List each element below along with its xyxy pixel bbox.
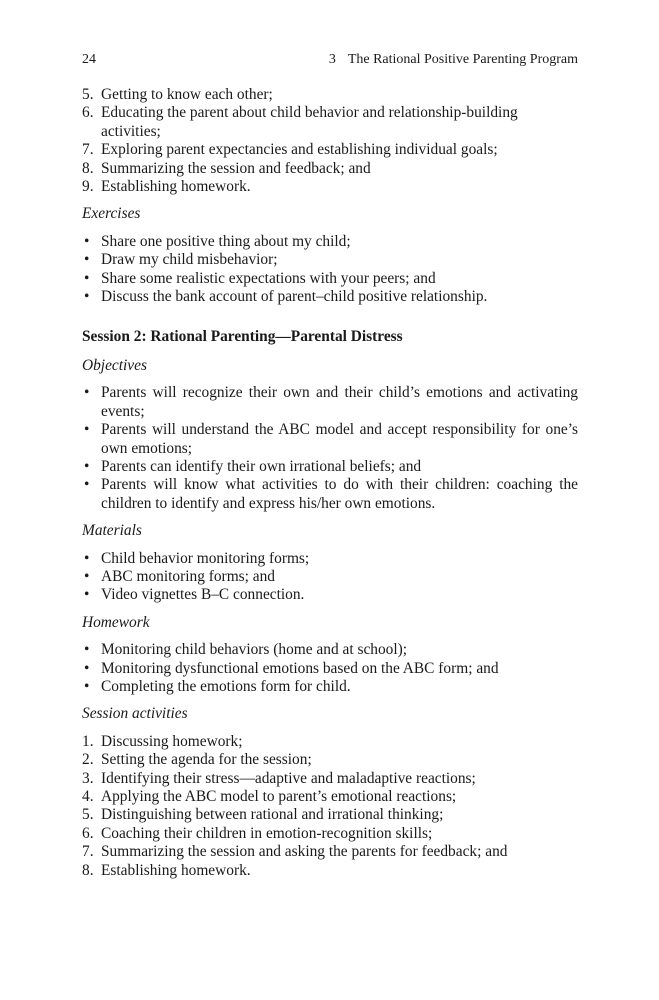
homework-list xyxy=(82,641,578,696)
objectives-list xyxy=(82,384,578,513)
list-item: 6. Educating the parent about child behavior and relationship-building activities; xyxy=(82,104,518,140)
list-item: • Draw my child misbehavior; xyxy=(84,251,278,269)
list-item: 7. Exploring parent expectancies and establishing individual goals; xyxy=(82,141,498,159)
list-item: 3. Identifying their stress—adaptive and maladaptive reactions; xyxy=(82,769,476,787)
materials-list xyxy=(82,550,578,605)
list-item: 8. Establishing homework. xyxy=(82,861,251,879)
page-number: 24 xyxy=(82,52,96,67)
list-item: • Parents will recognize their own and their child’s emotions and activating events; xyxy=(84,384,578,420)
list-item: 5. Distinguishing between rational and irrational thinking; xyxy=(82,806,444,824)
list-item: 2. Setting the agenda for the session; xyxy=(82,751,312,769)
bullet-icon: • xyxy=(84,232,90,250)
list-item: • Video vignettes B–C connection. xyxy=(84,586,305,604)
bullet-icon: • xyxy=(84,586,90,604)
bullet-icon: • xyxy=(84,677,90,695)
list-item: 6. Coaching their children in emotion-recognition skills; xyxy=(82,824,433,842)
homework-heading: Homework xyxy=(82,613,150,631)
list-item: • Parents can identify their own irrational beliefs; and xyxy=(84,457,422,475)
bullet-icon: • xyxy=(84,659,90,677)
bullet-icon: • xyxy=(84,549,90,567)
bullet-icon: • xyxy=(84,641,90,659)
bullet-icon: • xyxy=(84,288,90,306)
objectives-heading: Objectives xyxy=(82,356,147,374)
bullet-icon: • xyxy=(84,421,90,439)
list-item: • Share some realistic expectations with your peers; and xyxy=(84,269,436,287)
list-item: • Monitoring child behaviors (home and at school); xyxy=(84,641,408,659)
list-item: 5. Getting to know each other; xyxy=(82,86,273,103)
bullet-icon: • xyxy=(84,457,90,475)
list-item: 7. Summarizing the session and asking the parents for feedback; and xyxy=(82,843,508,861)
list-item: • Monitoring dysfunctional emotions based on the ABC form; and xyxy=(84,659,499,677)
list-item: • Completing the emotions form for child. xyxy=(84,677,351,695)
list-item: • Discuss the bank account of parent–child positive relationship. xyxy=(84,288,488,306)
session-activities-list xyxy=(82,733,578,880)
list-item: • Parents will understand the ABC model and accept responsibility for one’s own emotions; xyxy=(84,421,578,457)
list-item: 9. Establishing homework. xyxy=(82,178,251,196)
list-item: • Parents will know what activities to do with their children: coaching the children to identify and express his/her own emotions. xyxy=(84,476,578,512)
page-content xyxy=(82,86,578,880)
list-item: • Share one positive thing about my child; xyxy=(84,232,351,250)
exercises-heading: Exercises xyxy=(82,205,141,223)
bullet-icon: • xyxy=(84,384,90,402)
bullet-icon: • xyxy=(84,567,90,585)
chapter-title: The Rational Positive Parenting Program xyxy=(347,52,578,67)
running-head xyxy=(82,51,578,71)
list-item: • ABC monitoring forms; and xyxy=(84,567,275,585)
chapter-number: 3 xyxy=(328,52,336,67)
bullet-icon: • xyxy=(84,269,90,287)
exercises-list xyxy=(82,233,578,307)
bullet-icon: • xyxy=(84,251,90,269)
list-item: 1. Discussing homework; xyxy=(82,732,243,750)
list-item: 8. Summarizing the session and feedback; and xyxy=(82,159,371,177)
section-title: Session 2: Rational Parenting—Parental Distress xyxy=(82,328,403,346)
list-item: • Child behavior monitoring forms; xyxy=(84,549,310,567)
materials-heading: Materials xyxy=(82,522,142,540)
list-item: 4. Applying the ABC model to parent’s emotional reactions; xyxy=(82,788,457,805)
session-activities-heading: Session activities xyxy=(82,705,188,723)
bullet-icon: • xyxy=(84,476,90,494)
chapter-heading xyxy=(329,51,578,69)
session1-activities-list xyxy=(82,86,578,196)
